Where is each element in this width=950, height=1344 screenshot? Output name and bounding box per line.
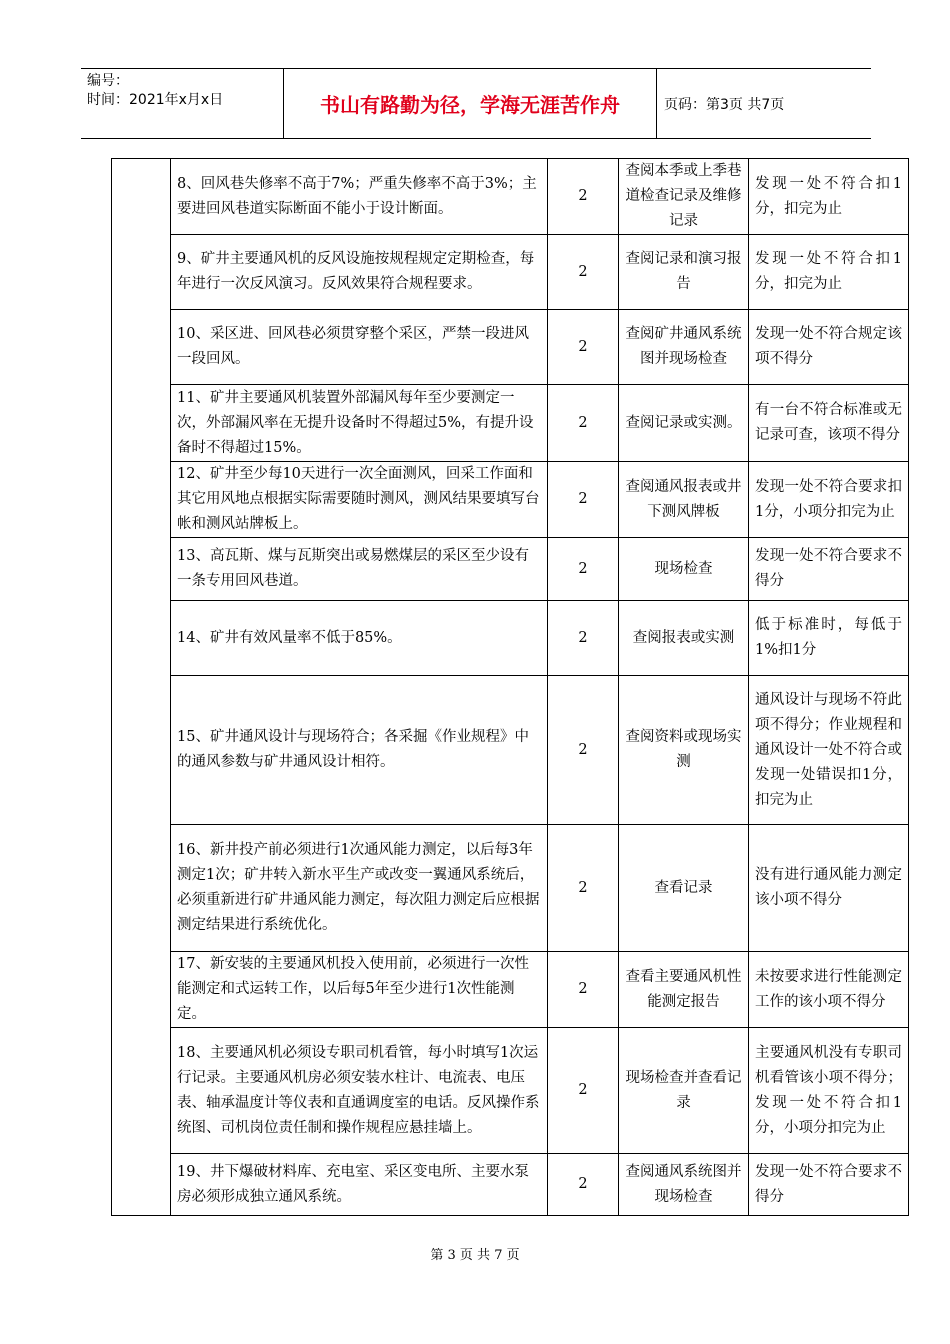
- item-standard-cell: 发现一处不符合规定该项不得分: [749, 310, 909, 385]
- item-standard-cell: 发现一处不符合扣1分，扣完为止: [749, 235, 909, 310]
- table-row: [112, 1154, 909, 1216]
- item-method-cell: 查阅本季或上季巷道检查记录及维修记录: [619, 159, 749, 235]
- item-score-cell: 2: [548, 601, 619, 676]
- number-label: 编号：: [87, 73, 129, 89]
- table-row: [112, 1028, 909, 1154]
- table-row: [112, 462, 909, 538]
- item-score-cell: 2: [548, 1028, 619, 1154]
- item-standard-cell: 未按要求进行性能测定工作的该小项不得分: [749, 952, 909, 1028]
- item-method-cell: 现场检查并查看记录: [619, 1028, 749, 1154]
- item-method-cell: 查阅通风系统图并现场检查: [619, 1154, 749, 1216]
- item-method-cell: 查阅记录或实测。: [619, 385, 749, 462]
- item-score-cell: 2: [548, 952, 619, 1028]
- item-content-cell: 11、矿井主要通风机装置外部漏风每年至少要测定一次，外部漏风率在无提升设备时不得超过5%，有提升设备时不得超过15%。: [171, 385, 548, 462]
- item-method-cell: 查看主要通风机性能测定报告: [619, 952, 749, 1028]
- item-content-cell: 19、井下爆破材料库、充电室、采区变电所、主要水泵房必须形成独立通风系统。: [171, 1154, 548, 1216]
- item-method-cell: 查阅记录和演习报告: [619, 235, 749, 310]
- item-standard-cell: 低于标准时，每低于1%扣1分: [749, 601, 909, 676]
- item-standard-cell: 发现一处不符合要求扣1分，小项分扣完为止: [749, 462, 909, 538]
- table-row: [112, 385, 909, 462]
- item-method-cell: 查阅矿井通风系统图并现场检查: [619, 310, 749, 385]
- inspection-table: [111, 158, 909, 1216]
- item-method-cell: 查阅资料或现场实测: [619, 676, 749, 825]
- item-score-cell: 2: [548, 1154, 619, 1216]
- table-row: [112, 676, 909, 825]
- item-score-cell: 2: [548, 462, 619, 538]
- item-method-cell: 查看记录: [619, 825, 749, 952]
- item-standard-cell: 发现一处不符合要求不得分: [749, 538, 909, 601]
- table-row: [112, 310, 909, 385]
- item-content-cell: 17、新安装的主要通风机投入使用前，必须进行一次性能测定和式运转工作，以后每5年至少进行1次性能测定。: [171, 952, 548, 1028]
- item-standard-cell: 发现一处不符合扣1分，扣完为止: [749, 159, 909, 235]
- item-content-cell: 9、矿井主要通风机的反风设施按规程规定定期检查，每年进行一次反风演习。反风效果符合规程要求。: [171, 235, 548, 310]
- item-content-cell: 8、回风巷失修率不高于7%；严重失修率不高于3%；主要进回风巷道实际断面不能小于设计断面。: [171, 159, 548, 235]
- table-row: [112, 952, 909, 1028]
- item-content-cell: 10、采区进、回风巷必须贯穿整个采区，严禁一段进风一段回风。: [171, 310, 548, 385]
- item-method-cell: 查阅通风报表或井下测风牌板: [619, 462, 749, 538]
- item-standard-cell: 有一台不符合标准或无记录可查，该项不得分: [749, 385, 909, 462]
- date-label: 时间：2021年x月x日: [87, 92, 224, 108]
- page-header: [81, 68, 871, 139]
- item-standard-cell: 主要通风机没有专职司机看管该小项不得分；发现一处不符合扣1分，小项分扣完为止: [749, 1028, 909, 1154]
- item-method-cell: 查阅报表或实测: [619, 601, 749, 676]
- item-standard-cell: 通风设计与现场不符此项不得分；作业规程和通风设计一处不符合或发现一处错误扣1分，扣完为止: [749, 676, 909, 825]
- item-content-cell: 14、矿井有效风量率不低于85%。: [171, 601, 548, 676]
- item-method-cell: 现场检查: [619, 538, 749, 601]
- item-score-cell: 2: [548, 235, 619, 310]
- item-standard-cell: 没有进行通风能力测定该小项不得分: [749, 825, 909, 952]
- item-content-cell: 16、新井投产前必须进行1次通风能力测定，以后每3年测定1次；矿井转入新水平生产或改变一翼通风系统后，必须重新进行矿井通风能力测定，每次阻力测定后应根据测定结果进行系统优化。: [171, 825, 548, 952]
- item-score-cell: 2: [548, 825, 619, 952]
- page-footer: 第 3 页 共 7 页: [430, 1248, 520, 1263]
- item-score-cell: 2: [548, 159, 619, 235]
- item-score-cell: 2: [548, 310, 619, 385]
- item-standard-cell: 发现一处不符合要求不得分: [749, 1154, 909, 1216]
- item-score-cell: 2: [548, 676, 619, 825]
- table-row: [112, 538, 909, 601]
- motto-title: 书山有路勤为径，学海无涯苦作舟: [284, 69, 657, 138]
- table-row: [112, 601, 909, 676]
- table-row: [112, 825, 909, 952]
- item-content-cell: 13、高瓦斯、煤与瓦斯突出或易燃煤层的采区至少设有一条专用回风巷道。: [171, 538, 548, 601]
- table-row: [112, 235, 909, 310]
- item-content-cell: 18、主要通风机必须设专职司机看管，每小时填写1次运行记录。主要通风机房必须安装水柱计、电流表、电压表、轴承温度计等仪表和直通调度室的电话。反风操作系统图、司机岗位责任制和操作规程应悬挂墙上。: [171, 1028, 548, 1154]
- table-row: [112, 159, 909, 235]
- item-content-cell: 12、矿井至少每10天进行一次全面测风，回采工作面和其它用风地点根据实际需要随时测风，测风结果要填写台帐和测风站牌板上。: [171, 462, 548, 538]
- item-score-cell: 2: [548, 538, 619, 601]
- category-cell: [112, 159, 171, 1216]
- page-indicator: 页码：第3页 共7页: [664, 96, 785, 113]
- header-meta: [81, 69, 284, 138]
- item-score-cell: 2: [548, 385, 619, 462]
- item-content-cell: 15、矿井通风设计与现场符合；各采掘《作业规程》中的通风参数与矿井通风设计相符。: [171, 676, 548, 825]
